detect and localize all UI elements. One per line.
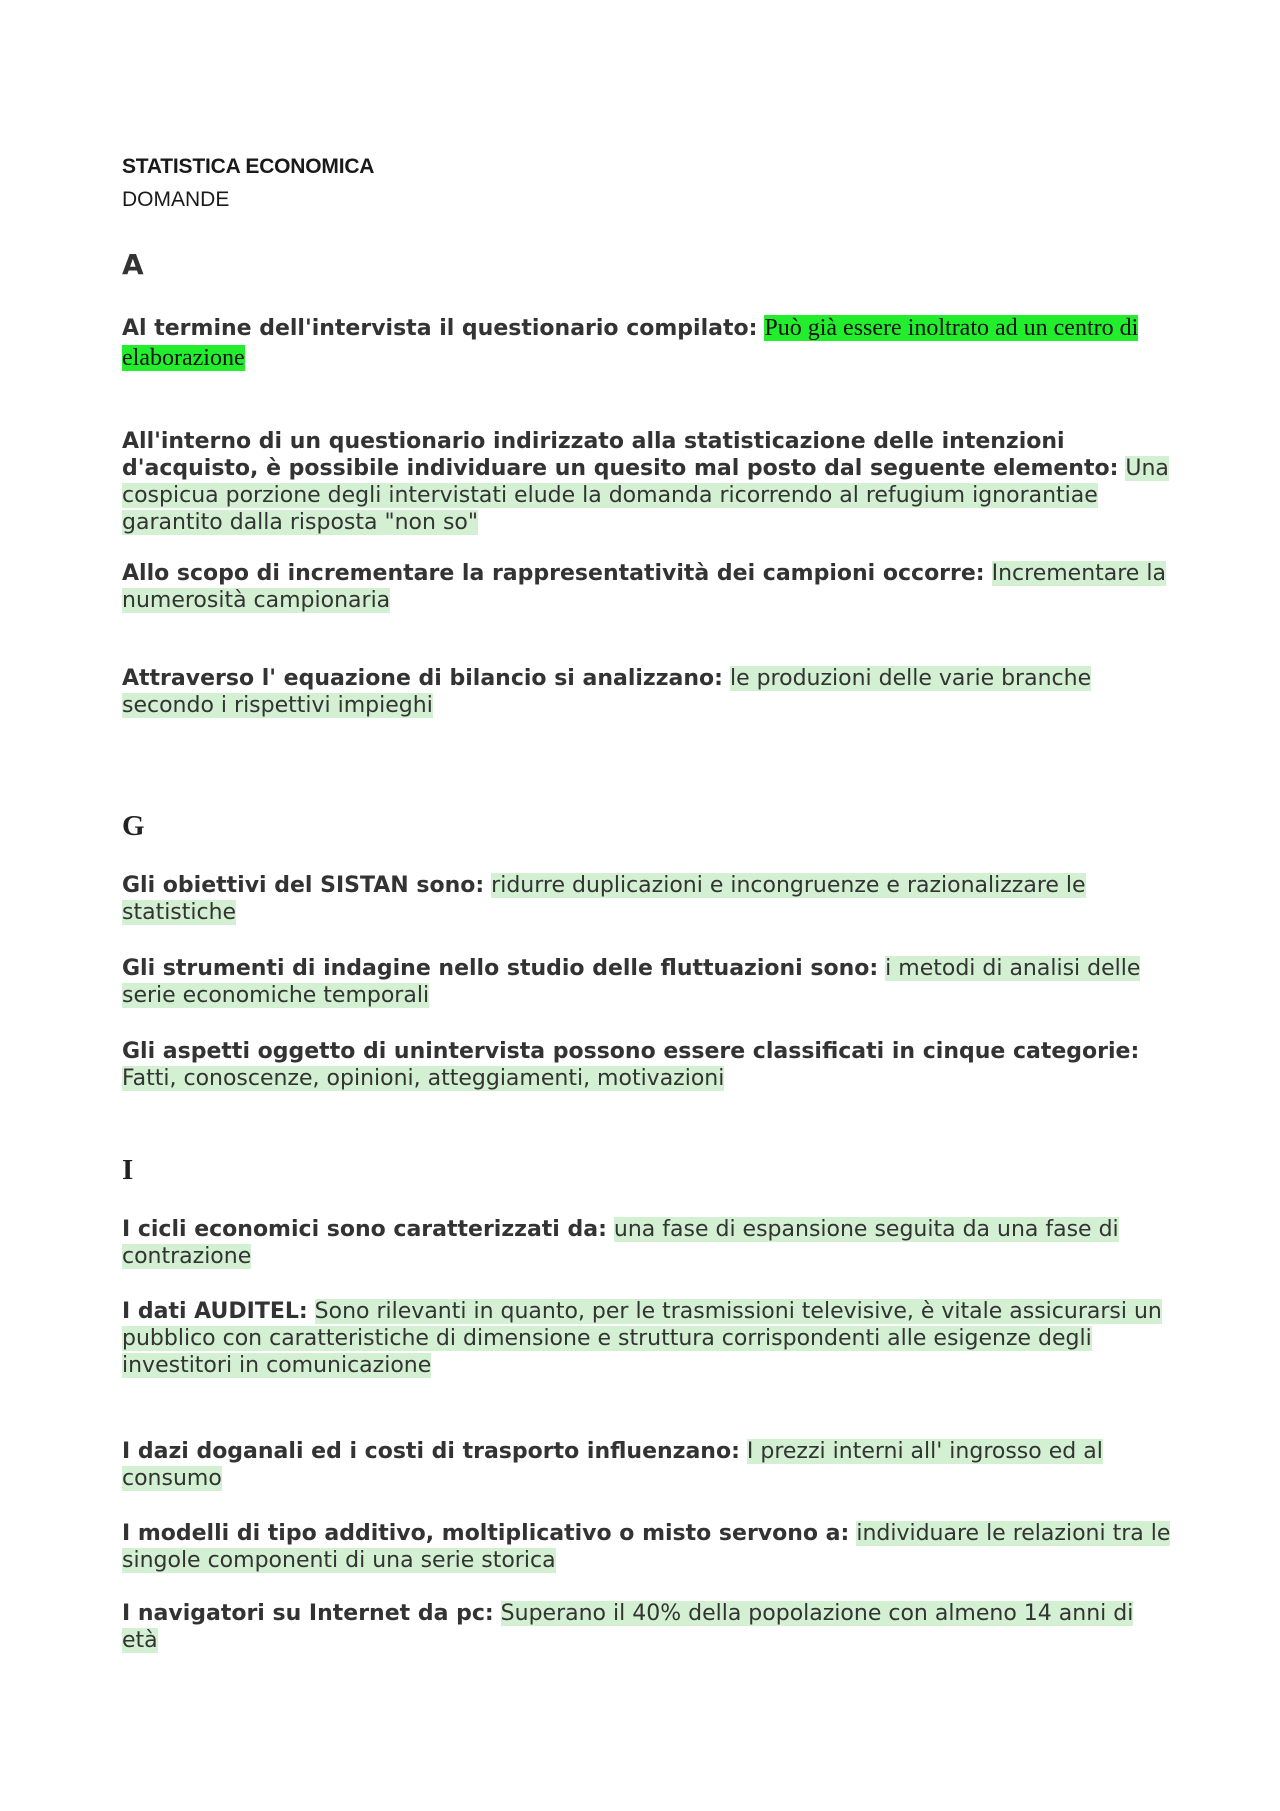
answer-text: Può già essere inoltrato ad un centro di elaborazione (122, 315, 1139, 371)
answer-text: ridurre duplicazioni e incongruenze e razionalizzare le statistiche (122, 873, 1086, 925)
section-letter-a: A (122, 248, 144, 281)
qa-item (122, 872, 1172, 926)
question-text: Allo scopo di incrementare la rappresentatività dei campioni occorre: (122, 561, 985, 586)
qa-item (122, 1438, 1172, 1492)
qa-item (122, 1038, 1172, 1092)
question-text: I dazi doganali ed i costi di trasporto influenzano: (122, 1439, 740, 1464)
answer-text: una fase di espansione seguita da una fase di contrazione (122, 1217, 1119, 1269)
section-letter-i: I (122, 1154, 134, 1186)
qa-item (122, 665, 1172, 719)
answer-text: Sono rilevanti in quanto, per le trasmissioni televisive, è vitale assicurarsi un pubblico con caratteristiche di dimensione e struttura corrispondenti alle esigenze degli investitori in comunicazione (122, 1299, 1162, 1378)
qa-item (122, 313, 1172, 373)
answer-text: i metodi di analisi delle serie economiche temporali (122, 956, 1141, 1008)
question-text: Al termine dell'intervista il questionario compilato: (122, 316, 758, 341)
question-text: I modelli di tipo additivo, moltiplicativo o misto servono a: (122, 1521, 850, 1546)
document-title: STATISTICA ECONOMICA (122, 155, 375, 178)
section-letter-g: G (122, 810, 145, 842)
qa-item (122, 955, 1172, 1009)
question-text: Gli aspetti oggetto di unintervista possono essere classificati in cinque categorie: (122, 1039, 1140, 1064)
qa-item (122, 1216, 1172, 1270)
answer-text: Incrementare la numerosità campionaria (122, 561, 1166, 613)
question-text: I navigatori su Internet da pc: (122, 1601, 494, 1626)
question-text: Gli obiettivi del SISTAN sono: (122, 873, 485, 898)
qa-item (122, 560, 1172, 614)
question-text: I cicli economici sono caratterizzati da: (122, 1217, 607, 1242)
qa-item (122, 1600, 1172, 1654)
answer-text: Una cospicua porzione degli intervistati elude la domanda ricorrendo al refugium ignorantiae garantito dalla risposta "non so" (122, 456, 1169, 535)
question-text: All'interno di un questionario indirizzato alla statisticazione delle intenzioni d'acquisto, è possibile individuare un quesito mal posto dal seguente elemento: (122, 429, 1119, 481)
question-text: Gli strumenti di indagine nello studio delle fluttuazioni sono: (122, 956, 879, 981)
answer-text: Superano il 40% della popolazione con almeno 14 anni di età (122, 1601, 1134, 1653)
answer-text: Fatti, conoscenze, opinioni, atteggiamenti, motivazioni (122, 1066, 725, 1091)
qa-item (122, 1298, 1172, 1379)
answer-text: I prezzi interni all' ingrosso ed al consumo (122, 1439, 1103, 1491)
question-text: Attraverso l' equazione di bilancio si analizzano: (122, 666, 723, 691)
answer-text: individuare le relazioni tra le singole componenti di una serie storica (122, 1521, 1171, 1573)
document-subtitle: DOMANDE (122, 188, 230, 211)
answer-text: le produzioni delle varie branche secondo i rispettivi impieghi (122, 666, 1092, 718)
qa-item (122, 428, 1172, 536)
qa-item (122, 1520, 1172, 1574)
question-text: I dati AUDITEL: (122, 1299, 308, 1324)
